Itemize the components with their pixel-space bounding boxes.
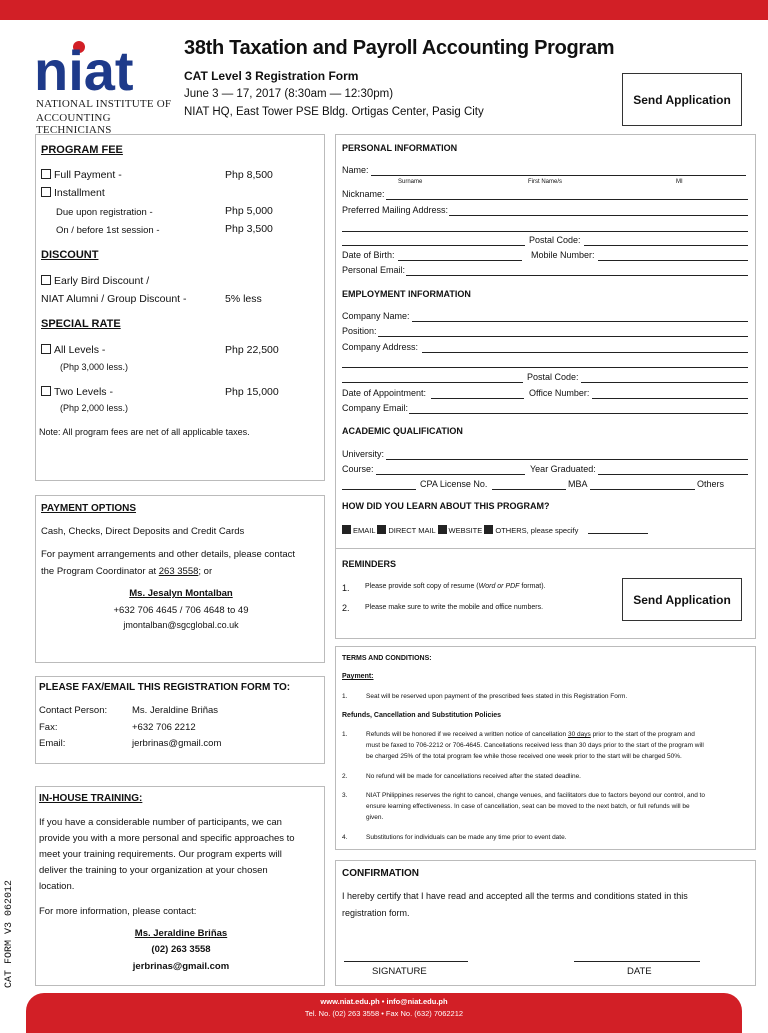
learn-direct-mail-checkbox[interactable]: [377, 525, 386, 534]
position-label: Position:: [342, 326, 377, 336]
fee-note: Note: All program fees are net of all applicable taxes.: [39, 427, 250, 437]
personal-email-label: Personal Email:: [342, 265, 406, 275]
inhouse-p5: location.: [39, 881, 75, 892]
others-label: Others: [697, 479, 725, 489]
coordinator-name: Ms. Jesalyn Montalban: [129, 588, 233, 599]
inhouse-training-title: IN-HOUSE TRAINING:: [39, 793, 143, 804]
due-registration-label: Due upon registration -: [56, 207, 153, 218]
term-2-line2: must be faxed to 706-2212 or 706-4645. Cancellations received less than 30 days prior to the start of the program will: [366, 742, 704, 749]
alumni-discount-label: NIAT Alumni / Group Discount -: [41, 293, 187, 305]
term-2-number: 1.: [342, 731, 348, 738]
cpa-license-label: CPA License No.: [420, 479, 488, 489]
discount-value: 5% less: [225, 293, 262, 305]
surname-caption: Surname: [398, 179, 423, 185]
inhouse-p4: deliver the training to your organization at your chosen: [39, 865, 268, 876]
position-field[interactable]: [378, 336, 748, 337]
before-first-session-price: Php 3,500: [225, 223, 273, 235]
inhouse-p1: If you have a considerable number of participants, we can: [39, 817, 282, 828]
academic-title: ACADEMIC QUALIFICATION: [342, 426, 463, 436]
early-bird-checkbox[interactable]: [41, 275, 51, 285]
email-value: jerbrinas@gmail.com: [132, 738, 222, 749]
term-4-line1: NIAT Philippines reserves the right to cancel, change venues, and facilitators due to factors beyond our control, and to: [366, 792, 706, 799]
name-label: Name:: [342, 165, 369, 175]
course-label: Course:: [342, 464, 374, 474]
company-name-field[interactable]: [412, 321, 748, 322]
contact-person-value: Ms. Jeraldine Briñas: [132, 705, 219, 716]
appointment-date-label: Date of Appointment:: [342, 388, 427, 398]
learn-website-checkbox[interactable]: [438, 525, 447, 534]
send-application-button-top[interactable]: Send Application: [622, 73, 742, 126]
company-address-field-2[interactable]: [342, 367, 748, 368]
appointment-date-field[interactable]: [431, 398, 524, 399]
date-label: DATE: [627, 966, 652, 977]
mi-caption: MI: [676, 179, 683, 185]
university-label: University:: [342, 449, 385, 459]
inhouse-contact-name: Ms. Jeraldine Briñas: [134, 928, 228, 939]
fax-value: +632 706 2212: [132, 722, 196, 733]
early-bird-option[interactable]: Early Bird Discount /: [41, 275, 149, 287]
send-application-button-middle[interactable]: Send Application: [622, 578, 742, 621]
company-postal-field[interactable]: [581, 382, 748, 383]
term-3-number: 2.: [342, 773, 348, 780]
company-email-label: Company Email:: [342, 403, 409, 413]
payment-methods: Cash, Checks, Direct Deposits and Credit Cards: [41, 526, 245, 537]
payment-options-title: PAYMENT OPTIONS: [41, 503, 137, 514]
dob-field[interactable]: [398, 260, 522, 261]
inhouse-p2: provide you with a more personal and specific approaches to: [39, 833, 295, 844]
term-2-line3: be charged 25% of the total program fee while those received one week prior to the start will be charged 50%.: [366, 753, 682, 760]
learn-title: HOW DID YOU LEARN ABOUT THIS PROGRAM?: [342, 501, 550, 511]
postal-code-label: Postal Code:: [529, 235, 581, 245]
term-5: Substitutions for individuals can be made any time prior to event date.: [366, 834, 567, 841]
logo-wordmark: niat: [34, 40, 134, 96]
all-levels-option[interactable]: All Levels -: [41, 344, 105, 356]
postal-code-field[interactable]: [584, 245, 748, 246]
due-registration-price: Php 5,000: [225, 205, 273, 217]
fax-email-title: PLEASE FAX/EMAIL THIS REGISTRATION FORM TO:: [39, 682, 291, 693]
installment-checkbox[interactable]: [41, 187, 51, 197]
footer-bar: [26, 993, 742, 1033]
term-2-line1: Refunds will be honored if we received a written notice of cancellation 30 days prior to the start of the program and: [366, 731, 695, 738]
term-4-line2: ensure learning effectiveness. In case of cancellation, seat can be moved to the next batch, or full refunds will be: [366, 803, 690, 810]
two-levels-checkbox[interactable]: [41, 386, 51, 396]
company-address-field-3[interactable]: [342, 382, 523, 383]
office-number-label: Office Number:: [529, 388, 590, 398]
payment-arrangement-line1: For payment arrangements and other details, please contact: [41, 549, 296, 560]
employment-info-title: EMPLOYMENT INFORMATION: [342, 289, 471, 299]
term-4-number: 3.: [342, 792, 348, 799]
mba-label: MBA: [568, 479, 588, 489]
company-name-label: Company Name:: [342, 311, 410, 321]
reminder-2: Please make sure to write the mobile and office numbers.: [365, 604, 544, 611]
signature-field[interactable]: [344, 961, 468, 962]
page-title: 38th Taxation and Payroll Accounting Program: [184, 37, 615, 59]
company-postal-label: Postal Code:: [527, 372, 579, 382]
term-5-number: 4.: [342, 834, 348, 841]
nickname-field[interactable]: [386, 199, 748, 200]
inhouse-training-box: [35, 786, 325, 986]
reminders-title: REMINDERS: [342, 559, 397, 569]
confirmation-line2: registration form.: [342, 908, 410, 918]
mba-field[interactable]: [492, 489, 566, 490]
term-1-number: 1.: [342, 693, 348, 700]
niat-logo: [34, 40, 174, 136]
two-levels-note: (Php 2,000 less.): [60, 403, 129, 413]
before-first-session-label: On / before 1st session -: [56, 225, 160, 236]
mailing-address-field-2[interactable]: [342, 231, 748, 232]
company-address-field[interactable]: [422, 352, 748, 353]
company-address-label: Company Address:: [342, 342, 419, 352]
term-3: No refund will be made for cancellations received after the stated deadline.: [366, 773, 581, 780]
learn-others-field[interactable]: [588, 533, 648, 534]
mailing-address-field-3[interactable]: [342, 245, 525, 246]
confirmation-box: [335, 860, 756, 986]
inhouse-contact-phone: (02) 263 3558: [151, 944, 211, 955]
all-levels-checkbox[interactable]: [41, 344, 51, 354]
inhouse-contact-email: jerbrinas@gmail.com: [132, 961, 230, 972]
company-email-field[interactable]: [409, 413, 748, 414]
reminder-2-number: 2.: [342, 603, 350, 613]
coordinator-email: jmontalban@sgcglobal.co.uk: [123, 620, 239, 630]
institute-name-line1: NATIONAL INSTITUTE OF: [36, 98, 172, 110]
personal-email-field[interactable]: [406, 275, 748, 276]
year-graduated-field[interactable]: [598, 474, 748, 475]
email-label: Email:: [39, 738, 66, 749]
refund-policy-title: Refunds, Cancellation and Substitution Policies: [342, 712, 502, 719]
term-1: Seat will be reserved upon payment of the prescribed fees stated in this Registration Form.: [366, 693, 628, 700]
all-levels-price: Php 22,500: [225, 344, 279, 356]
program-dates: June 3 — 17, 2017 (8:30am — 12:30pm): [184, 88, 394, 100]
inhouse-p3: meet your training requirements. Our program experts will: [39, 849, 282, 860]
mobile-number-label: Mobile Number:: [531, 250, 595, 260]
mailing-address-label: Preferred Mailing Address:: [342, 205, 449, 215]
first-name-caption: First Name/s: [528, 179, 563, 185]
two-levels-price: Php 15,000: [225, 386, 279, 398]
confirmation-title: CONFIRMATION: [342, 868, 420, 879]
fax-label: Fax:: [39, 722, 58, 733]
program-fee-title: PROGRAM FEE: [41, 144, 123, 156]
learn-others-option[interactable]: OTHERS, please specify: [484, 526, 578, 535]
footer-web-email[interactable]: www.niat.edu.ph • info@niat.edu.ph: [320, 997, 448, 1006]
signature-label: SIGNATURE: [372, 966, 427, 977]
date-field[interactable]: [574, 961, 700, 962]
nickname-label: Nickname:: [342, 189, 385, 199]
special-rate-title: SPECIAL RATE: [41, 318, 121, 330]
institute-name-line2: ACCOUNTING TECHNICIANS: [36, 112, 112, 136]
footer-phone-fax: Tel. No. (02) 263 3558 • Fax No. (632) 7062212: [304, 1009, 464, 1018]
learn-email-checkbox[interactable]: [342, 525, 351, 534]
terms-box: [335, 646, 756, 850]
full-payment-option[interactable]: Full Payment -: [41, 169, 122, 181]
name-field[interactable]: [371, 175, 746, 176]
installment-option[interactable]: Installment: [41, 187, 105, 199]
reminder-1-number: 1.: [342, 583, 350, 593]
form-code: CAT FORM V3 062012: [4, 879, 15, 988]
payment-options-box: [35, 495, 325, 663]
confirmation-line1: I hereby certify that I have read and accepted all the terms and conditions stated in this: [342, 891, 688, 901]
office-number-field[interactable]: [592, 398, 748, 399]
niat-logo-mark: [34, 40, 174, 96]
full-payment-checkbox[interactable]: [41, 169, 51, 179]
discount-title: DISCOUNT: [41, 249, 99, 261]
learn-website-option[interactable]: WEBSITE: [438, 526, 483, 535]
mobile-number-field[interactable]: [598, 260, 748, 261]
learn-email-option[interactable]: EMAIL: [342, 526, 375, 535]
full-payment-price: Php 8,500: [225, 169, 273, 181]
learn-direct-mail-option[interactable]: DIRECT MAIL: [377, 526, 435, 535]
terms-title: TERMS AND CONDITIONS:: [342, 655, 432, 662]
learn-options: [342, 525, 578, 535]
top-red-bar: [0, 0, 768, 20]
learn-others-checkbox[interactable]: [484, 525, 493, 534]
term-4-line3: given.: [366, 814, 384, 821]
two-levels-option[interactable]: Two Levels -: [41, 386, 113, 398]
contact-person-label: Contact Person:: [39, 705, 108, 716]
program-fee-box: [35, 134, 325, 481]
payment-arrangement-line2: the Program Coordinator at 263 3558; or: [41, 566, 213, 577]
others-field[interactable]: [590, 489, 695, 490]
year-graduated-label: Year Graduated:: [530, 464, 596, 474]
dob-label: Date of Birth:: [342, 250, 395, 260]
inhouse-more-info: For more information, please contact:: [39, 906, 197, 917]
terms-payment-title: Payment:: [342, 673, 374, 680]
university-field[interactable]: [386, 459, 748, 460]
form-subtitle: CAT Level 3 Registration Form: [184, 69, 359, 83]
all-levels-note: (Php 3,000 less.): [60, 362, 129, 372]
coordinator-phone: 263 3558: [158, 566, 199, 577]
mailing-address-field[interactable]: [449, 215, 748, 216]
course-field[interactable]: [376, 474, 525, 475]
personal-info-title: PERSONAL INFORMATION: [342, 143, 458, 153]
cpa-license-field[interactable]: [342, 489, 416, 490]
program-venue: NIAT HQ, East Tower PSE Bldg. Ortigas Center, Pasig City: [184, 106, 484, 118]
fax-email-box: [35, 676, 325, 764]
coordinator-phone-numbers: +632 706 4645 / 706 4648 to 49: [113, 605, 249, 616]
registration-info-box: [335, 134, 756, 549]
reminder-1: Please provide soft copy of resume (Word or PDF format).: [365, 583, 546, 590]
